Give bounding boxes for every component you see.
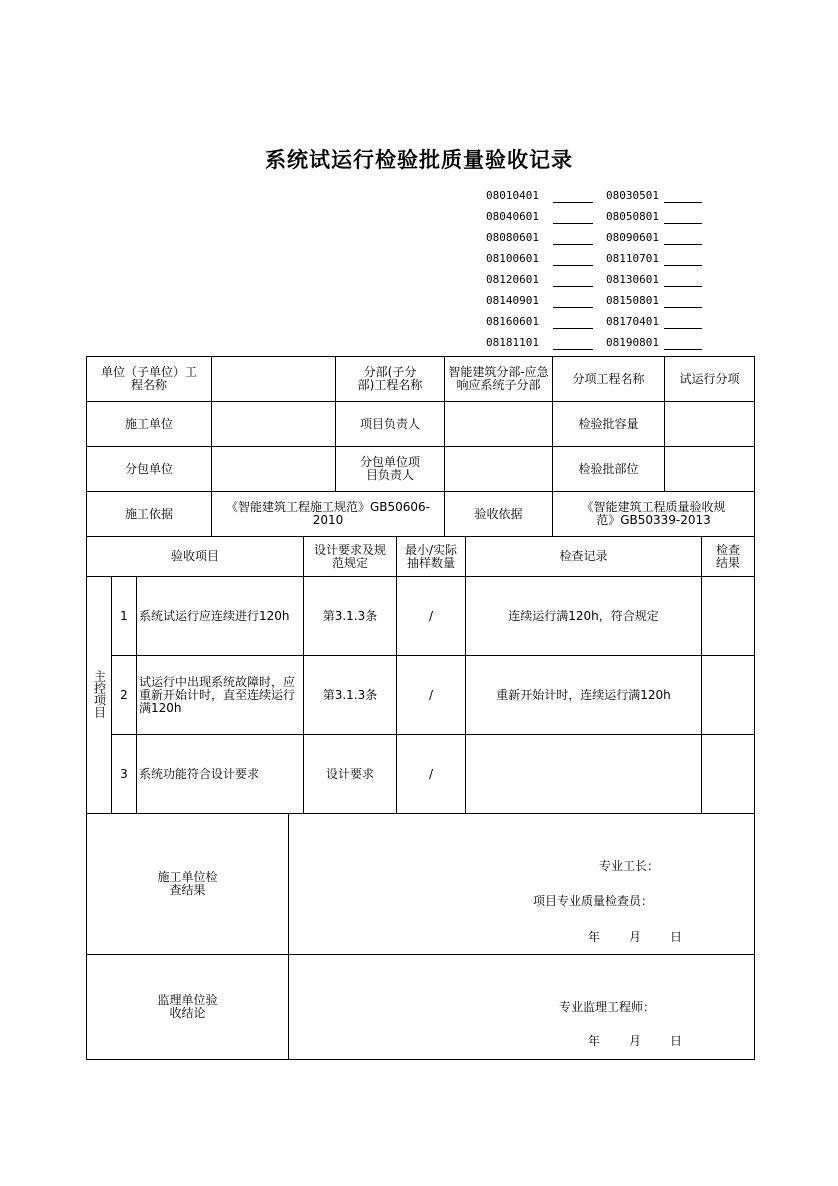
acceptance-basis-label: 验收依据	[445, 492, 553, 537]
contractor-label: 施工单位	[87, 402, 212, 447]
subitem-label: 分项工程名称	[553, 357, 665, 402]
capacity-value[interactable]	[665, 402, 755, 447]
col-result: 检查结果	[702, 537, 755, 577]
day-label: 日	[670, 930, 683, 944]
sub-manager-value[interactable]	[445, 447, 553, 492]
item-result[interactable]	[702, 735, 755, 814]
item-no: 3	[112, 735, 137, 814]
project-info-table	[86, 356, 755, 537]
year-label: 年	[588, 1034, 601, 1048]
code: 08050801	[606, 210, 659, 223]
item-design: 第3.1.3条	[304, 656, 397, 735]
code: 08150801	[606, 294, 659, 307]
col-item: 验收项目	[87, 537, 304, 577]
code-row	[478, 186, 718, 207]
year-label: 年	[588, 930, 601, 944]
code-row	[478, 270, 718, 291]
location-label: 检验批部位	[553, 447, 665, 492]
division-value[interactable]: 智能建筑分部-应急响应系统子分部	[445, 357, 553, 402]
unit-label: 单位（子单位）工程名称	[87, 357, 212, 402]
code: 08030501	[606, 189, 659, 202]
item-design: 第3.1.3条	[304, 577, 397, 656]
code: 08140901	[486, 294, 539, 307]
code: 08120601	[486, 273, 539, 286]
contractor-value[interactable]	[212, 402, 336, 447]
inspector-label: 项目专业质量检查员：	[533, 894, 654, 908]
code: 08110701	[606, 252, 659, 265]
basis-label: 施工依据	[87, 492, 212, 537]
table-row	[87, 656, 755, 735]
code: 08090601	[606, 231, 659, 244]
unit-value[interactable]	[212, 357, 336, 402]
code-row	[478, 333, 718, 354]
basis-value[interactable]: 《智能建筑工程施工规范》GB50606-2010	[212, 492, 445, 537]
code: 08080601	[486, 231, 539, 244]
month-label: 月	[629, 930, 642, 944]
code-row	[478, 249, 718, 270]
item-design: 设计要求	[304, 735, 397, 814]
sub-manager-label: 分包单位项目负责人	[336, 447, 445, 492]
code: 08160601	[486, 315, 539, 328]
item-record[interactable]	[466, 735, 702, 814]
item-result[interactable]	[702, 656, 755, 735]
page-title: 系统试运行检验批质量验收记录	[265, 148, 573, 172]
item-name: 试运行中出现系统故障时，应重新开始计时，直至连续运行满120h	[137, 656, 304, 735]
code-row	[478, 312, 718, 333]
day-label: 日	[670, 1034, 683, 1048]
item-sample[interactable]: /	[397, 656, 466, 735]
acceptance-basis-value[interactable]: 《智能建筑工程质量验收规范》GB50339-2013	[553, 492, 755, 537]
item-no: 2	[112, 656, 137, 735]
code: 08181101	[486, 336, 539, 349]
col-design: 设计要求及规范规定	[304, 537, 397, 577]
code: 08040601	[486, 210, 539, 223]
code-row	[478, 291, 718, 312]
construction-check-label: 施工单位检查结果	[87, 814, 289, 955]
item-sample[interactable]: /	[397, 735, 466, 814]
item-sample[interactable]: /	[397, 577, 466, 656]
code: 08010401	[486, 189, 539, 202]
col-sample: 最小/实际抽样数量	[397, 537, 466, 577]
subcontractor-label: 分包单位	[87, 447, 212, 492]
code-row	[478, 228, 718, 249]
engineer-label: 专业监理工程师：	[559, 1000, 656, 1014]
code: 08190801	[606, 336, 659, 349]
code: 08100601	[486, 252, 539, 265]
code: 08170401	[606, 315, 659, 328]
supervision-label: 监理单位验收结论	[87, 955, 289, 1060]
division-label: 分部(子分部)工程名称	[336, 357, 445, 402]
item-no: 1	[112, 577, 137, 656]
foreman-label: 专业工长：	[599, 859, 660, 873]
subcontractor-value[interactable]	[212, 447, 336, 492]
capacity-label: 检验批容量	[553, 402, 665, 447]
inspection-items-table	[86, 536, 755, 814]
item-name: 系统功能符合设计要求	[137, 735, 304, 814]
inspection-codes	[478, 186, 718, 354]
location-value[interactable]	[665, 447, 755, 492]
item-record[interactable]: 重新开始计时，连续运行满120h	[466, 656, 702, 735]
code: 08130601	[606, 273, 659, 286]
item-record[interactable]: 连续运行满120h，符合规定	[466, 577, 702, 656]
main-control-label: 主控项目	[87, 577, 112, 814]
table-row	[87, 577, 755, 656]
item-result[interactable]	[702, 577, 755, 656]
sign-off-table	[86, 813, 755, 1060]
item-name: 系统试运行应连续进行120h	[137, 577, 304, 656]
manager-label: 项目负责人	[336, 402, 445, 447]
manager-value[interactable]	[445, 402, 553, 447]
construction-sign-area[interactable]	[289, 814, 755, 955]
col-record: 检查记录	[466, 537, 702, 577]
month-label: 月	[629, 1034, 642, 1048]
supervision-sign-area[interactable]	[289, 955, 755, 1060]
table-row	[87, 735, 755, 814]
code-row	[478, 207, 718, 228]
subitem-value[interactable]: 试运行分项	[665, 357, 755, 402]
